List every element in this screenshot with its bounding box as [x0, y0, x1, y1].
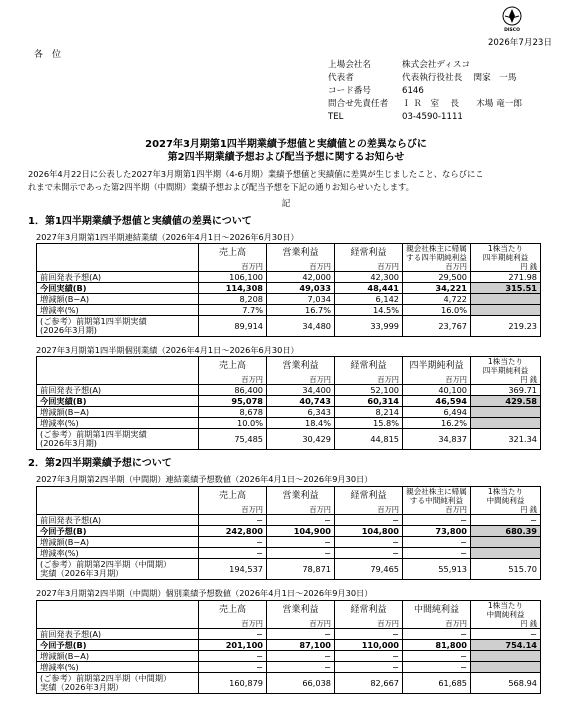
table-row	[37, 305, 541, 316]
value-cell: 104,900	[267, 526, 335, 537]
unit-cell: 円 銭	[471, 505, 541, 515]
value-cell: −	[267, 651, 335, 662]
table-row	[37, 515, 541, 526]
unit-cell: 百万円	[403, 619, 471, 629]
value-cell: 81,800	[403, 640, 471, 651]
value-cell: 7.7%	[199, 305, 267, 316]
value-cell: 75,485	[199, 429, 267, 450]
value-cell: 16.2%	[403, 418, 471, 429]
section1-title: 1．第1四半期業績予想値と実績値の差異について	[28, 216, 252, 227]
value-cell: 73,800	[403, 526, 471, 537]
value-cell: 10.0%	[199, 418, 267, 429]
value-cell: 16.0%	[403, 305, 471, 316]
value-cell: 44,815	[335, 429, 403, 450]
value-cell: −	[267, 629, 335, 640]
value-cell: 18.4%	[267, 418, 335, 429]
value-cell: 114,308	[199, 283, 267, 294]
table-row	[37, 294, 541, 305]
unit-cell: 百万円	[335, 375, 403, 385]
table2-caption: 2027年3月期第1四半期個別業績（2026年4月1日～2026年6月30日）	[36, 345, 299, 355]
value-cell: 6,494	[403, 407, 471, 418]
value-cell: −	[199, 662, 267, 673]
row-label: 増減率(%)	[37, 305, 199, 316]
value-cell	[471, 537, 541, 548]
row-label: 増減額(B−A)	[37, 651, 199, 662]
value-cell: 34,480	[267, 316, 335, 337]
value-cell: −	[335, 662, 403, 673]
value-cell: 49,033	[267, 283, 335, 294]
value-cell: 568.94	[471, 673, 541, 694]
value-cell: 95,078	[199, 396, 267, 407]
unit-cell: 百万円	[335, 505, 403, 515]
ki-mark: 記	[281, 199, 291, 209]
row-label: 増減率(%)	[37, 418, 199, 429]
value-cell: 42,000	[267, 272, 335, 283]
table-row	[37, 396, 541, 407]
unit-cell: 百万円	[403, 505, 471, 515]
value-cell: 40,743	[267, 396, 335, 407]
unit-cell: 円 銭	[471, 375, 541, 385]
unit-cell: 百万円	[199, 619, 267, 629]
table-row	[37, 559, 541, 580]
header-blank	[37, 357, 199, 385]
value-cell: 680.39	[471, 526, 541, 537]
header-row	[37, 487, 541, 506]
value-cell: −	[335, 548, 403, 559]
value-cell: 110,000	[335, 640, 403, 651]
value-cell: 34,221	[403, 283, 471, 294]
value-cell: 106,100	[199, 272, 267, 283]
value-cell: −	[335, 515, 403, 526]
unit-cell: 百万円	[335, 262, 403, 272]
table-row	[37, 537, 541, 548]
column-header: 経常利益	[335, 244, 403, 263]
company-info: 上場会社名 株式会社ディスコ 代表者 代表執行役社長 関家 一馬 コード番号 6146 問合せ先責任者 Ｉ Ｒ 室 長 木場 竜一郎 TEL 03-4590-1111	[328, 60, 522, 122]
value-cell: −	[403, 548, 471, 559]
unit-cell: 百万円	[267, 619, 335, 629]
value-cell: 34,837	[403, 429, 471, 450]
value-cell: 86,400	[199, 385, 267, 396]
row-label: 増減率(%)	[37, 548, 199, 559]
unit-cell: 百万円	[199, 262, 267, 272]
nonconsolidated-h1-forecast-table	[36, 600, 541, 694]
unit-cell: 百万円	[267, 262, 335, 272]
row-label: 前回発表予想(A)	[37, 515, 199, 526]
value-cell: 29,500	[403, 272, 471, 283]
value-cell: 8,214	[335, 407, 403, 418]
value-cell: −	[267, 515, 335, 526]
value-cell: 23,767	[403, 316, 471, 337]
table-row	[37, 283, 541, 294]
column-header: 1株当たり 四半期純利益	[471, 244, 541, 263]
value-cell: 321.34	[471, 429, 541, 450]
unit-cell: 百万円	[403, 375, 471, 385]
value-cell: −	[335, 651, 403, 662]
header-row	[37, 601, 541, 620]
unit-cell: 円 銭	[471, 262, 541, 272]
value-cell: 104,800	[335, 526, 403, 537]
value-cell: −	[199, 537, 267, 548]
value-cell: −	[403, 662, 471, 673]
value-cell: −	[199, 548, 267, 559]
value-cell: 14.5%	[335, 305, 403, 316]
value-cell: 8,678	[199, 407, 267, 418]
value-cell: 79,465	[335, 559, 403, 580]
value-cell: −	[267, 548, 335, 559]
value-cell: 66,038	[267, 673, 335, 694]
table-row	[37, 526, 541, 537]
value-cell: 87,100	[267, 640, 335, 651]
column-header: 営業利益	[267, 487, 335, 506]
header-row	[37, 244, 541, 263]
value-cell: 369.71	[471, 385, 541, 396]
value-cell: 219.23	[471, 316, 541, 337]
row-label: 今回予想(B)	[37, 526, 199, 537]
column-header: 経常利益	[335, 357, 403, 376]
addressee: 各 位	[34, 50, 62, 60]
table-row	[37, 548, 541, 559]
column-header: 営業利益	[267, 357, 335, 376]
value-cell: 55,913	[403, 559, 471, 580]
column-header: 売上高	[199, 244, 267, 263]
section2-title: 2．第2四半期業績予想について	[28, 458, 172, 469]
value-cell: 315.51	[471, 283, 541, 294]
table-row	[37, 385, 541, 396]
table1-caption: 2027年3月期第1四半期連結業績（2026年4月1日～2026年6月30日）	[36, 232, 299, 242]
column-header: 四半期純利益	[403, 357, 471, 376]
table3-caption: 2027年3月期第2四半期（中間期）連結業績予想数値（2026年4月1日～2026年9月30日）	[36, 474, 373, 484]
column-header: 1株当たり 中間純利益	[471, 487, 541, 506]
column-header: 経常利益	[335, 601, 403, 620]
table4-caption: 2027年3月期第2四半期（中間期）個別業績予想数値（2026年4月1日～2026年9月30日）	[36, 588, 373, 598]
value-cell: 160,879	[199, 673, 267, 694]
value-cell: 6,343	[267, 407, 335, 418]
column-header: 売上高	[199, 487, 267, 506]
value-cell: 515.70	[471, 559, 541, 580]
table-row	[37, 272, 541, 283]
unit-cell: 円 銭	[471, 619, 541, 629]
value-cell: 48,441	[335, 283, 403, 294]
value-cell: 78,871	[267, 559, 335, 580]
table-row	[37, 407, 541, 418]
column-header: 1株当たり 中間純利益	[471, 601, 541, 620]
column-header: 売上高	[199, 601, 267, 620]
unit-cell: 百万円	[335, 619, 403, 629]
value-cell: −	[335, 537, 403, 548]
row-label: (ご参考）前期第2四半期（中間期） 実績（2026年3月期）	[37, 559, 199, 580]
table-row	[37, 673, 541, 694]
row-label: 今回予想(B)	[37, 640, 199, 651]
unit-cell: 百万円	[403, 262, 471, 272]
value-cell: 8,208	[199, 294, 267, 305]
value-cell: 6,142	[335, 294, 403, 305]
unit-cell: 百万円	[267, 505, 335, 515]
value-cell: 16.7%	[267, 305, 335, 316]
value-cell: −	[403, 515, 471, 526]
header-blank	[37, 487, 199, 515]
document-title: 2027年3月期第1四半期業績予想値と実績値との差異ならびに 第2四半期業績予想および配当予想に関するお知らせ	[145, 139, 427, 163]
row-label: (ご参考）前期第2四半期（中間期） 実績（2026年3月期）	[37, 673, 199, 694]
row-label: 前回発表予想(A)	[37, 272, 199, 283]
row-label: 増減率(%)	[37, 662, 199, 673]
value-cell: 271.98	[471, 272, 541, 283]
table-row	[37, 316, 541, 337]
table-row	[37, 662, 541, 673]
value-cell: 52,100	[335, 385, 403, 396]
value-cell: −	[471, 515, 541, 526]
value-cell	[471, 305, 541, 316]
column-header: 売上高	[199, 357, 267, 376]
value-cell: 30,429	[267, 429, 335, 450]
value-cell: 82,667	[335, 673, 403, 694]
unit-cell: 百万円	[199, 375, 267, 385]
value-cell: 42,300	[335, 272, 403, 283]
table-row	[37, 418, 541, 429]
value-cell: −	[267, 662, 335, 673]
column-header: 営業利益	[267, 601, 335, 620]
row-label: 前回発表予想(A)	[37, 385, 199, 396]
value-cell	[471, 651, 541, 662]
row-label: (ご参考）前期第1四半期実績 (2026年3月期)	[37, 429, 199, 450]
value-cell	[471, 407, 541, 418]
unit-cell: 百万円	[267, 375, 335, 385]
value-cell: 7,034	[267, 294, 335, 305]
column-header: 営業利益	[267, 244, 335, 263]
value-cell: −	[267, 537, 335, 548]
value-cell: 33,999	[335, 316, 403, 337]
header-blank	[37, 244, 199, 272]
row-label: 今回実績(B)	[37, 396, 199, 407]
column-header: 中間純利益	[403, 601, 471, 620]
svg-text:DISCO: DISCO	[504, 28, 520, 32]
value-cell: 201,100	[199, 640, 267, 651]
row-label: 前回発表予想(A)	[37, 629, 199, 640]
row-label: 増減額(B−A)	[37, 294, 199, 305]
value-cell: 429.58	[471, 396, 541, 407]
value-cell: 15.8%	[335, 418, 403, 429]
value-cell: 60,314	[335, 396, 403, 407]
company-logo	[500, 6, 524, 32]
header-row	[37, 357, 541, 376]
value-cell	[471, 294, 541, 305]
unit-cell: 百万円	[199, 505, 267, 515]
row-label: 増減額(B−A)	[37, 407, 199, 418]
column-header: 1株当たり 四半期純利益	[471, 357, 541, 376]
release-date: 2026年7月23日	[487, 38, 552, 48]
value-cell: 754.14	[471, 640, 541, 651]
value-cell	[471, 418, 541, 429]
value-cell: −	[199, 629, 267, 640]
value-cell: −	[199, 515, 267, 526]
value-cell: 89,914	[199, 316, 267, 337]
table-row	[37, 429, 541, 450]
value-cell: 34,400	[267, 385, 335, 396]
value-cell: 40,100	[403, 385, 471, 396]
value-cell: −	[471, 629, 541, 640]
value-cell: −	[403, 651, 471, 662]
consolidated-q1-table	[36, 243, 541, 337]
column-header: 親会社株主に帰属 する中間純利益	[403, 487, 471, 506]
value-cell: 61,685	[403, 673, 471, 694]
nonconsolidated-q1-table	[36, 356, 541, 450]
header-blank	[37, 601, 199, 629]
consolidated-h1-forecast-table	[36, 486, 541, 580]
row-label: 増減額(B−A)	[37, 537, 199, 548]
value-cell: −	[403, 629, 471, 640]
table-row	[37, 640, 541, 651]
value-cell: 194,537	[199, 559, 267, 580]
row-label: (ご参考）前期第1四半期実績 (2026年3月期)	[37, 316, 199, 337]
column-header: 経常利益	[335, 487, 403, 506]
value-cell: −	[335, 629, 403, 640]
intro-text: 2026年4月22日に公表した2027年3月期第1四半期（4-6月期）業績予想値と実績値に差異が生じましたこと、ならびにこ れまで未開示であった第2四半期（中間期）業績予想および配当予想を下記の通りお知らせいたします。	[28, 169, 484, 192]
value-cell: −	[403, 537, 471, 548]
row-label: 今回実績(B)	[37, 283, 199, 294]
value-cell	[471, 548, 541, 559]
value-cell: −	[199, 651, 267, 662]
value-cell: 4,722	[403, 294, 471, 305]
value-cell	[471, 662, 541, 673]
table-row	[37, 651, 541, 662]
value-cell: 242,800	[199, 526, 267, 537]
table-row	[37, 629, 541, 640]
value-cell: 46,594	[403, 396, 471, 407]
column-header: 親会社株主に帰属 する四半期純利益	[403, 244, 471, 263]
